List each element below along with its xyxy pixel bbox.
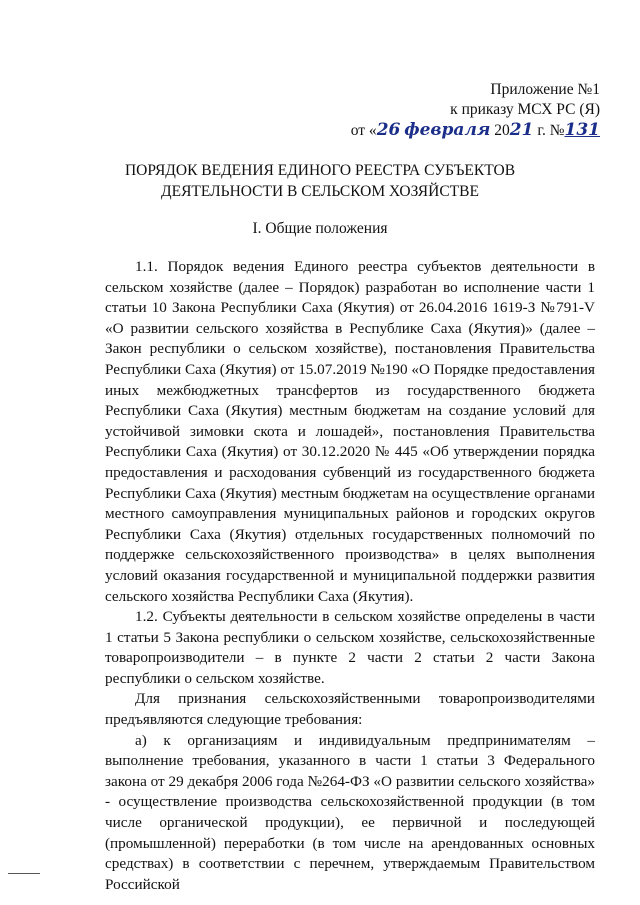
paragraph-1-2: 1.2. Субъекты деятельности в сельском хозяйстве определены в части 1 статьи 5 Закона республики о сельском хозяйстве, сельскохозяйственные товаропроизводители – в пункте 2 части 2 статьи 2 части Закона республики о сельском хозяйстве.: [105, 608, 595, 687]
paragraph-requirements: Для признания сельскохозяйственными товаропроизводителями предъявляются следующие требования:: [105, 690, 595, 729]
title-line-2: ДЕЯТЕЛЬНОСТИ В СЕЛЬСКОМ ХОЗЯЙСТВЕ: [161, 183, 479, 200]
appendix-block: [351, 80, 600, 141]
paragraph-1-1: 1.1. Порядок ведения Единого реестра субъектов деятельности в сельском хозяйстве (далее – Порядок) разработан во исполнение части 1 статьи 10 Закона Республики Саха (Якутия) от 26.04.2016 1619-З №791-V «О развитии сельского хозяйства в Республике Саха (Якутия)» (далее – Закон республики о сельском хозяйстве), постановления Правительства Республики Саха (Якутия) от 15.07.2019 №190 «О Порядке предоставления иных межбюджетных трансфертов из государственного бюджета Республики Саха (Якутия) местным бюджетам на создание условий для устойчивой зимовки скота и лошадей», постановления Правительства Республики Саха (Якутия) от 30.12.2020 № 445 «Об утверждении порядка предоставления и расходования субвенций из государственного бюджета Республики Саха (Якутия) местным бюджетам на осуществление органами местного самоуправления муниципальных районов и городских округов Республики Саха (Якутия) отдельных государственных полномочий по поддержке сельскохозяйственного производства» в целях выполнения условий оказания государственной и муниципальной поддержки развития сельского хозяйства Республики Саха (Якутия).: [105, 258, 595, 605]
date-month-handwritten: февраля: [404, 120, 491, 140]
order-number-handwritten: 131: [564, 120, 600, 140]
section-heading: I. Общие положения: [252, 220, 388, 237]
order-reference: к приказу МСХ РС (Я): [450, 101, 600, 118]
date-mid: г. №: [533, 122, 565, 139]
date-prefix: от «: [350, 122, 377, 139]
date-year-handwritten: 21: [509, 120, 534, 140]
date-day-handwritten: 26: [376, 120, 401, 140]
order-date-line: [351, 120, 600, 141]
page-corner-mark: [8, 873, 40, 874]
title-line-1: ПОРЯДОК ВЕДЕНИЯ ЕДИНОГО РЕЕСТРА СУБЪЕКТОВ: [124, 162, 516, 179]
appendix-label: Приложение №1: [490, 81, 600, 98]
document-title: [0, 160, 640, 202]
document-body: [105, 257, 595, 895]
date-year-prefix: 20: [494, 122, 510, 139]
paragraph-item-a: а) к организациям и индивидуальным предпринимателям – выполнение требования, указанного в части 1 статьи 3 Федерального закона от 29 декабря 2006 года №264-ФЗ «О развитии сельского хозяйства» - осуществление производства сельскохозяйственной продукции (в том числе органической продукции), ее первичной и последующей (промышленной) переработки (в том числе на арендованных основных средствах) в соответствии с перечнем, утверждаемым Правительством Российской: [105, 731, 595, 893]
